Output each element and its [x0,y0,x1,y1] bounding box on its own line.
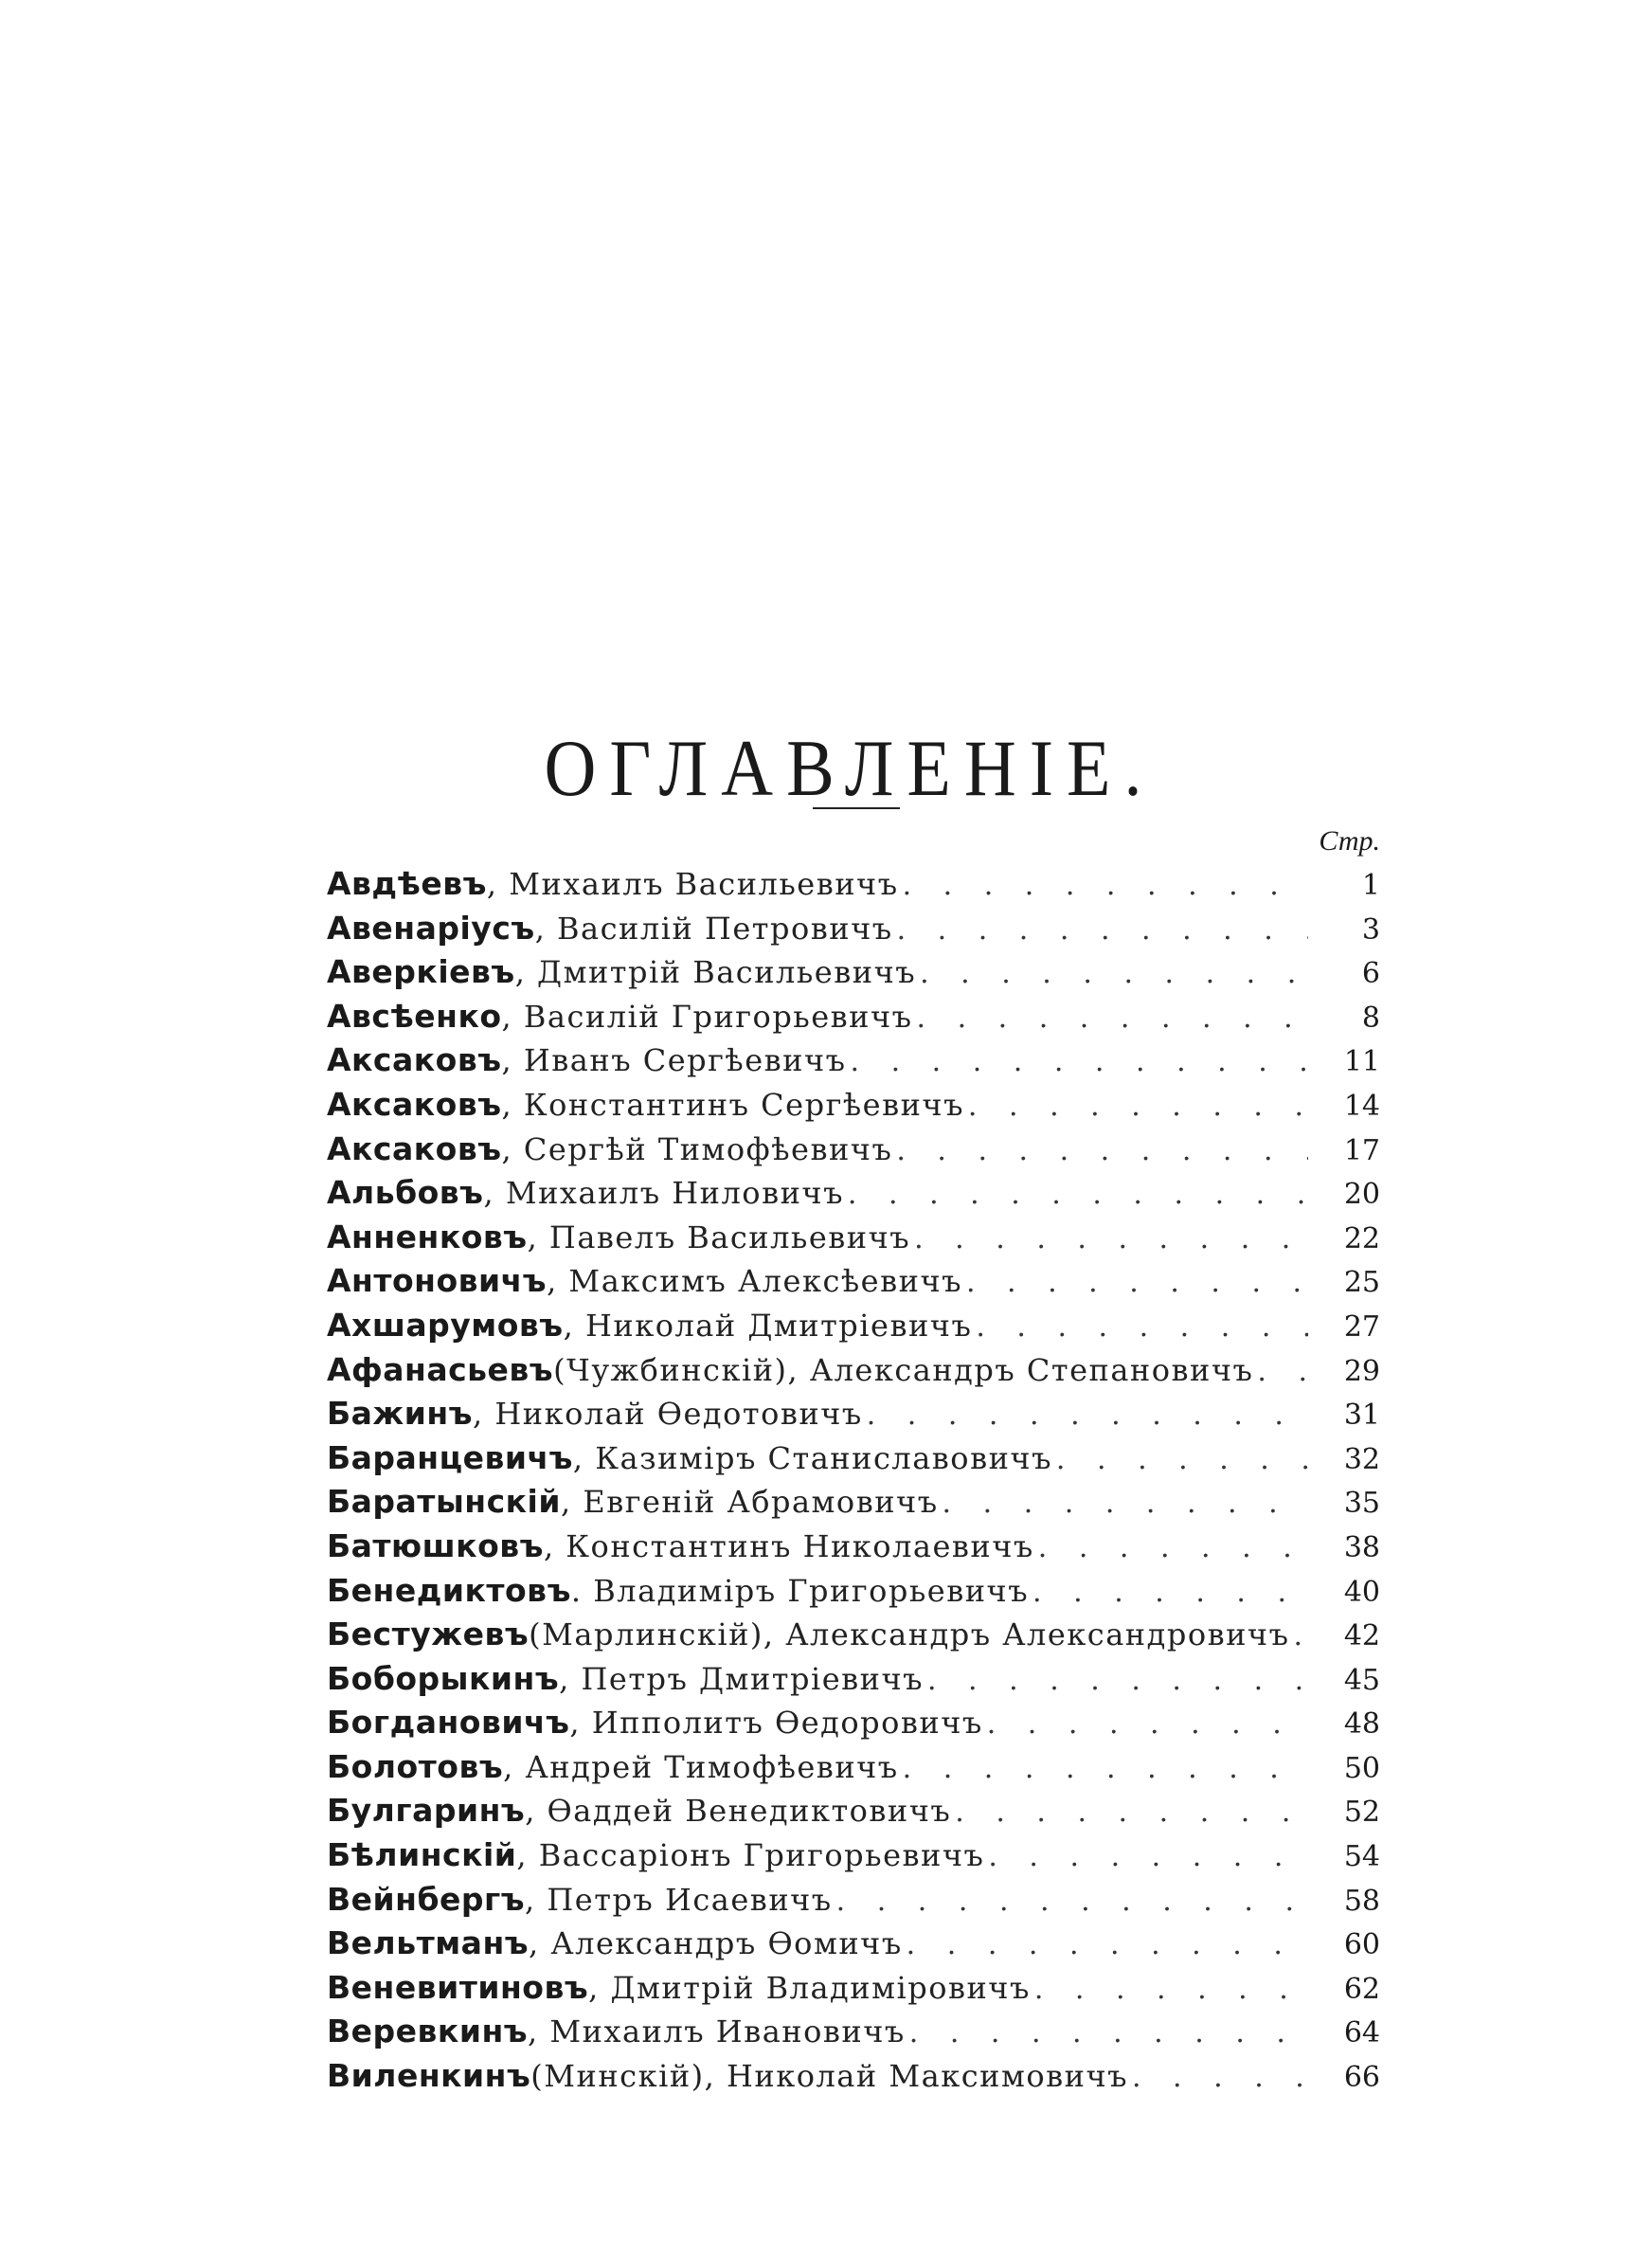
toc-entry[interactable] [327,862,1388,907]
author-given-names: , Дмитрій Владиміровичъ [588,1969,1031,2006]
toc-entry[interactable] [327,2010,1388,2054]
dot-leader [1293,1615,1308,1659]
author-surname: Батюшковъ [327,1526,544,1564]
page-number: 3 [1361,912,1380,947]
page-number: 54 [1343,1840,1380,1874]
author-given-names: (Чужбинскій), Александръ Степановичъ [553,1351,1254,1388]
author-given-names: , Дмитрій Васильевичъ [514,954,917,991]
author-given-names: , Казиміръ Станиславовичъ [572,1439,1052,1476]
author-surname: Вейнбергъ [327,1880,526,1918]
author-given-names: , Евгеній Абрамовичъ [560,1484,939,1521]
author-given-names: , Ипполитъ Ѳедоровичъ [569,1705,983,1742]
author-given-names: (Марлинскій), Александръ Александровичъ [529,1616,1290,1653]
dot-leader [1034,1968,1308,2013]
author-given-names: , Александръ Ѳомичъ [529,1925,903,1962]
page-number: 62 [1343,1972,1380,2006]
toc-entry[interactable] [327,1436,1388,1481]
dot-leader [903,1747,1308,1792]
author-surname: Бажинъ [327,1395,473,1433]
author-surname: Анненковъ [327,1218,528,1255]
toc-entry[interactable] [327,950,1388,995]
page-number: 48 [1343,1707,1380,1742]
page-number: 27 [1343,1309,1380,1344]
page-column-header: Стр. [1319,825,1380,857]
page-number: 6 [1361,957,1380,991]
toc-entry[interactable] [327,1348,1388,1393]
author-surname: Баранцевичъ [327,1438,573,1476]
author-surname: Аверкіевъ [327,953,515,991]
toc-entry[interactable] [327,1966,1388,2011]
author-surname: Авдѣевъ [327,865,487,902]
author-surname: Аксаковъ [327,1129,502,1167]
title-divider [813,807,900,809]
author-given-names: , Василій Григорьевичъ [501,998,913,1035]
toc-list [327,862,1388,2099]
page-number: 22 [1343,1221,1380,1255]
toc-entry[interactable] [327,1038,1388,1083]
page-number: 50 [1343,1751,1380,1785]
toc-entry[interactable] [327,1304,1388,1348]
author-surname: Бестужевъ [327,1616,530,1653]
author-given-names: , Максимъ Алексѣевичъ [547,1263,962,1300]
author-given-names: , Андрей Тимофѣевичъ [503,1748,899,1785]
dot-leader [943,1482,1308,1526]
table-of-contents [327,821,1388,2099]
dot-leader [836,1880,1308,1924]
toc-entry[interactable] [327,1789,1388,1833]
author-given-names: , Сергѣй Тимофѣевичъ [501,1130,893,1167]
dot-leader [988,1835,1308,1880]
author-surname: Антоновичъ [327,1262,548,1300]
author-given-names: , Петръ Дмитріевичъ [559,1660,924,1697]
toc-entry[interactable] [327,1128,1388,1172]
author-surname: Аксаковъ [327,1041,502,1079]
page-title: ОГЛАВЛЕНІЕ. [544,724,1156,814]
toc-entry[interactable] [327,1878,1388,1923]
page-number: 8 [1361,1001,1380,1035]
dot-leader [848,1173,1308,1218]
page-number: 29 [1343,1354,1380,1388]
dot-leader [851,1040,1309,1085]
dot-leader [909,2012,1308,2056]
toc-entry[interactable] [327,1083,1388,1128]
dot-leader [966,1261,1308,1306]
author-given-names: , Вассаріонъ Григорьевичъ [516,1837,985,1874]
author-surname: Веревкинъ [327,2013,529,2050]
dot-leader [987,1703,1308,1747]
dot-leader [1132,2056,1308,2101]
dot-leader [917,997,1308,1041]
page-number: 17 [1343,1133,1380,1167]
author-surname: Болотовъ [327,1747,504,1785]
author-given-names: , Павелъ Васильевичъ [527,1219,911,1255]
page-number: 42 [1343,1619,1380,1653]
dot-leader [976,1306,1308,1350]
page-number: 40 [1343,1575,1380,1609]
author-surname: Виленкинъ [327,2057,531,2095]
toc-entry[interactable] [327,907,1388,951]
toc-entry[interactable] [327,1259,1388,1304]
page-number: 66 [1343,2061,1380,2095]
page-number: 60 [1343,1928,1380,1962]
author-surname: Боборыкинъ [327,1659,560,1697]
page-number: 1 [1361,869,1380,902]
toc-entry[interactable] [327,1216,1388,1260]
author-given-names: , Михаилъ Ниловичъ [483,1175,844,1212]
author-given-names: , Иванъ Сергѣевичъ [501,1042,847,1079]
dot-leader [896,1129,1308,1174]
author-given-names: , Михаилъ Ивановичъ [528,2013,906,2050]
author-given-names: , Василій Петровичъ [534,910,893,947]
author-given-names: , Николай Дмитріевичъ [563,1307,973,1344]
dot-leader [1032,1571,1308,1616]
dot-leader [1038,1526,1308,1571]
toc-entry[interactable] [327,1392,1388,1436]
page-number: 32 [1343,1442,1380,1476]
author-surname: Баратынскій [327,1483,561,1521]
dot-leader [867,1394,1308,1438]
author-surname: Авенаріусъ [327,909,535,947]
dot-leader [903,864,1308,909]
page-number: 11 [1343,1045,1380,1079]
author-given-names: , Николай Ѳедотовичъ [472,1396,863,1433]
dot-leader [1056,1438,1308,1483]
dot-leader [955,1791,1308,1835]
author-surname: Богдановичъ [327,1704,570,1742]
toc-entry[interactable] [327,995,1388,1039]
author-surname: Ахшарумовъ [327,1306,564,1344]
page-number: 45 [1343,1663,1380,1697]
toc-entry[interactable] [327,1569,1388,1614]
page-number: 25 [1343,1266,1380,1300]
toc-entry[interactable] [327,1525,1388,1569]
toc-entry[interactable] [327,1171,1388,1216]
toc-entry[interactable] [327,2054,1388,2099]
author-surname: Аксаковъ [327,1085,502,1123]
toc-entry[interactable] [327,1480,1388,1525]
page-number: 38 [1343,1530,1380,1564]
author-given-names: , Михаилъ Васильевичъ [486,866,899,902]
author-surname: Веневитиновъ [327,1968,589,2006]
author-given-names: , Петръ Исаевичъ [525,1881,833,1918]
author-given-names: , Константинъ Сергѣевичъ [501,1086,964,1123]
author-given-names: (Минскій), Николай Максимовичъ [530,2058,1128,2095]
toc-entry[interactable] [327,1657,1388,1702]
author-surname: Бенедиктовъ [327,1571,571,1609]
toc-entry[interactable] [327,1745,1388,1790]
dot-leader [907,1923,1308,1968]
author-surname: Вельтманъ [327,1924,530,1962]
dot-leader [927,1659,1308,1704]
author-surname: Альбовъ [327,1174,484,1212]
page-number: 58 [1343,1884,1380,1918]
toc-entry[interactable] [327,1613,1388,1657]
author-surname: Афанасьевъ [327,1350,554,1388]
toc-entry[interactable] [327,1833,1388,1878]
page-number: 20 [1343,1178,1380,1212]
author-surname: Авсѣенко [327,997,502,1035]
toc-entry[interactable] [327,1701,1388,1745]
author-surname: Булгаринъ [327,1792,526,1830]
dot-leader [914,1218,1308,1262]
page-number: 31 [1343,1399,1380,1433]
dot-leader [1257,1350,1308,1395]
author-surname: Бѣлинскій [327,1836,517,1874]
toc-entry[interactable] [327,1922,1388,1966]
dot-leader [968,1085,1308,1129]
page-number: 14 [1343,1089,1380,1123]
page-number: 64 [1343,2016,1380,2050]
dot-leader [897,909,1308,953]
dot-leader [920,952,1308,997]
page-number: 52 [1343,1796,1380,1830]
author-given-names: , Ѳаддей Венедиктовичъ [525,1793,952,1830]
author-given-names: . Владиміръ Григорьевичъ [570,1572,1030,1609]
page-number: 35 [1343,1487,1380,1521]
author-given-names: , Константинъ Николаевичъ [543,1527,1034,1564]
